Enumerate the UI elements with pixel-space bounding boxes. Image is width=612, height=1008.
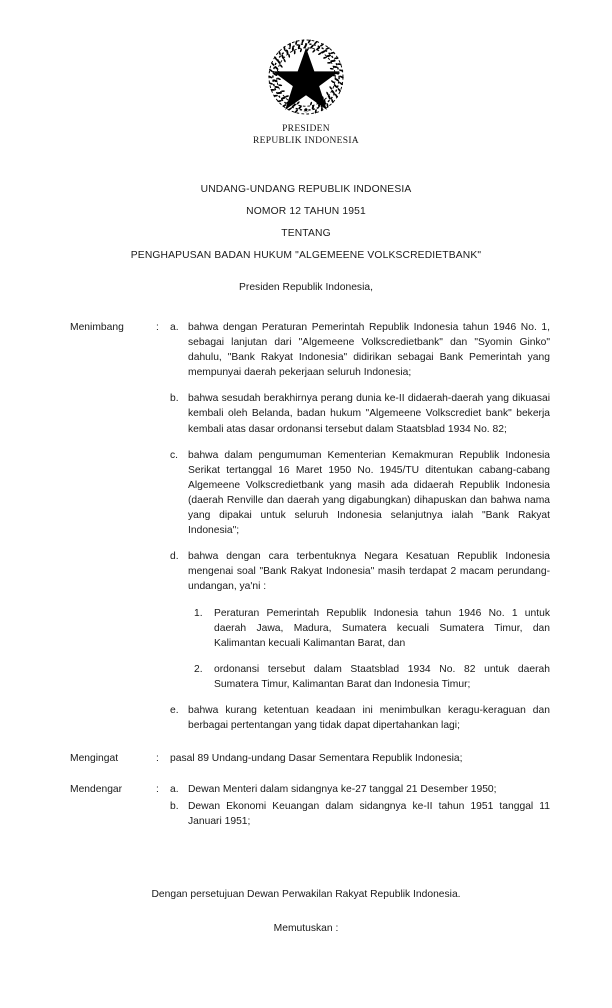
item-text bbox=[188, 549, 550, 692]
title-line-subject: PENGHAPUSAN BADAN HUKUM "ALGEMEENE VOLKSCREDIETBANK" bbox=[130, 250, 482, 261]
item-marker: c. bbox=[170, 449, 179, 461]
clause-label-menimbang: Menimbang bbox=[70, 322, 124, 333]
document-header bbox=[0, 34, 612, 147]
list-item bbox=[170, 703, 550, 733]
spacer bbox=[0, 733, 612, 751]
clause-colon-mendengar: : bbox=[156, 784, 159, 796]
clause-colon-mengingat: : bbox=[156, 753, 159, 765]
item-text-lead: bahwa dengan cara terbentuknya Negara Kesatuan Republik Indonesia mengenai soal "Bank Rakyat Indonesia" masih terdapat 2 macam perundang-undangan, ya'ni : bbox=[188, 551, 550, 593]
closing-approval-line: Dengan persetujuan Dewan Perwakilan Rakyat Republik Indonesia. bbox=[151, 889, 461, 900]
clause-label-mengingat: Mengingat bbox=[70, 753, 119, 765]
sub-item-text: ordonansi tersebut dalam Staatsblad 1934 No. 82 untuk daerah Sumatera Timur, Kalimantan Barat dan Indonesia Timur; bbox=[214, 663, 550, 690]
item-marker: b. bbox=[170, 393, 179, 405]
clause-text-mengingat: pasal 89 Undang-undang Dasar Sementara Republik Indonesia; bbox=[170, 753, 463, 765]
item-marker: a. bbox=[170, 784, 179, 796]
title-line-number: NOMOR 12 TAHUN 1951 bbox=[246, 206, 366, 217]
list-item bbox=[170, 320, 550, 380]
closing-decide-line: Memutuskan : bbox=[273, 923, 339, 934]
emblem-caption bbox=[0, 124, 612, 147]
item-marker: b. bbox=[170, 801, 179, 813]
list-item bbox=[170, 391, 550, 436]
salutation: Presiden Republik Indonesia, bbox=[239, 282, 373, 293]
spacer bbox=[0, 766, 612, 782]
sub-list bbox=[188, 606, 550, 692]
sub-item-text: Peraturan Pemerintah Republik Indonesia tahun 1946 No. 1 untuk daerah Jawa, Madura, Sumatera kecuali Sumatera Timur, dan Kalimantan kecuali Kalimantan Barat, dan bbox=[214, 607, 550, 649]
clause-colon-menimbang: : bbox=[156, 322, 159, 333]
item-text: Dewan Menteri dalam sidangnya ke-27 tanggal 21 Desember 1950; bbox=[188, 784, 497, 796]
list-item bbox=[170, 799, 550, 829]
clause-body-mendengar bbox=[170, 782, 550, 829]
indonesia-presidential-seal-star-wreath-icon bbox=[263, 34, 349, 120]
document-body bbox=[0, 320, 612, 830]
list-item bbox=[170, 549, 550, 692]
sub-list-item bbox=[188, 662, 550, 692]
item-text: bahwa dengan Peraturan Pemerintah Republik Indonesia tahun 1946 No. 1, sebagai lanjutan dari "Algemeene Volkscredietbank" dan "Syomin Ginko" dahulu, "Bank Rakyat Indonesia" didirikan sebagai Bank Pemerintah yang mempunyai daerah pekerjaan seluruh Indonesia; bbox=[188, 322, 550, 379]
title-line-about: TENTANG bbox=[281, 228, 331, 239]
sub-list-item bbox=[188, 606, 550, 651]
item-marker: a. bbox=[170, 322, 179, 333]
item-marker: e. bbox=[170, 704, 179, 716]
title-line-act: UNDANG-UNDANG REPUBLIK INDONESIA bbox=[200, 184, 412, 195]
sub-item-marker: 2. bbox=[194, 663, 203, 675]
document-title bbox=[0, 179, 612, 267]
item-text: bahwa kurang ketentuan keadaan ini menimbulkan keragu-keraguan dan berbagai pertentangan yang tidak dapat dipertahankan lagi; bbox=[188, 704, 550, 732]
clause-body-menimbang bbox=[170, 320, 550, 733]
emblem-caption-line1: PRESIDEN bbox=[282, 124, 330, 134]
list-item bbox=[170, 782, 550, 797]
item-text: Dewan Ekonomi Keuangan dalam sidangnya ke-II tahun 1951 tanggal 11 Januari 1951; bbox=[188, 801, 550, 828]
clause-mengingat bbox=[0, 751, 612, 766]
item-text: bahwa dalam pengumuman Kementerian Kemakmuran Republik Indonesia Serikat tertanggal 16 Maret 1950 No. 1945/TU ditentukan cabang-cabang Algemeene Volkscredietbank yang masih ada didaerah Republik Indonesia (daerah Renville dan daerah yang digabungkan) dihapuskan dan bahwa nama yang dipakai untuk seluruh Indonesia selanjutnya ialah "Bank Rakyat Indonesia"; bbox=[188, 449, 550, 537]
clause-body-mengingat bbox=[170, 751, 550, 766]
clause-label-mendengar: Mendengar bbox=[70, 784, 123, 796]
clause-mendengar bbox=[0, 782, 612, 829]
item-marker: d. bbox=[170, 551, 179, 563]
list-item bbox=[170, 448, 550, 539]
item-text: bahwa sesudah berakhirnya perang dunia ke-II didaerah-daerah yang dikuasai kembali oleh Belanda, badan hukum "Algemeene Volkscrediet bank" bekerja kembali atas dasar ordonansi tersebut dalam Staatsblad 1934 No. 82; bbox=[188, 393, 550, 435]
sub-item-marker: 1. bbox=[194, 607, 203, 619]
clause-menimbang bbox=[0, 320, 612, 733]
emblem-caption-line2: REPUBLIK INDONESIA bbox=[253, 135, 359, 146]
